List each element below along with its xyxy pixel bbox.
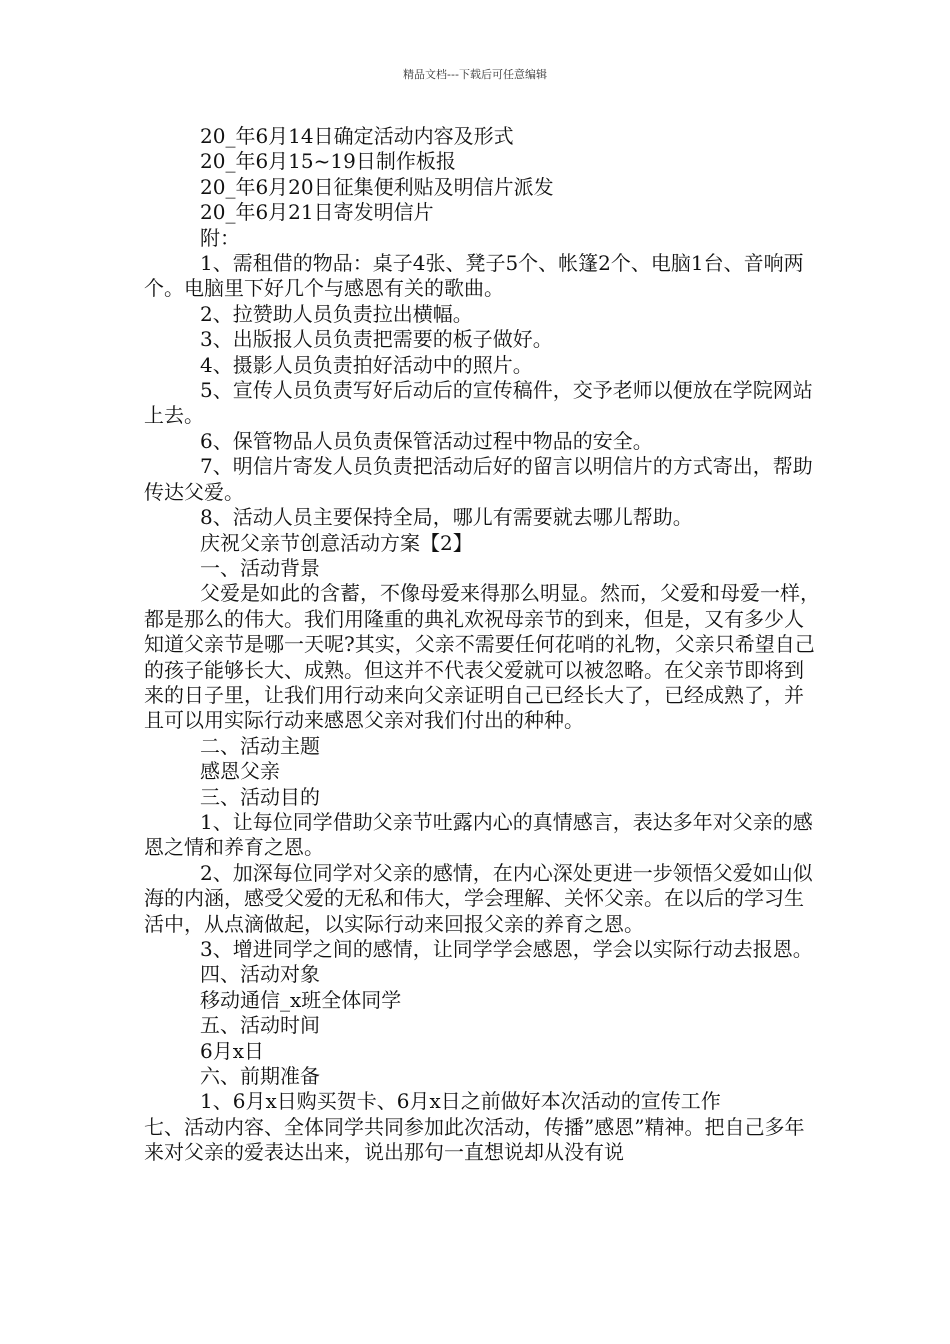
section-title: 庆祝父亲节创意活动方案【2】 [200,530,473,555]
schedule-line-4: 20_年6月21日寄发明信片 [200,200,434,225]
activity-content-paragraph: 七、活动内容、全体同学共同参加此次活动，传播”感恩”精神。把自己多年来对父亲的爱表达出来，说出那句一直想说却从没有说 [144,1114,805,1165]
heading-preparation: 六、前期准备 [200,1064,320,1089]
purpose-item-1: 1、让每位同学借助父亲节吐露内心的真情感言，表达多年对父亲的感恩之情和养育之恩。 [144,809,813,860]
purpose-item-3: 3、增进同学之间的感情，让同学学会感恩，学会以实际行动去报恩。 [200,937,813,961]
appendix-item-3: 3、出版报人员负责把需要的板子做好。 [200,327,553,352]
heading-purpose: 三、活动目的 [200,784,320,809]
page-header: 精品文档---下载后可任意编辑 [403,68,547,81]
target-text: 移动通信_x班全体同学 [200,987,402,1012]
appendix-item-4: 4、摄影人员负责拍好活动中的照片。 [200,352,533,377]
heading-target: 四、活动对象 [200,962,320,987]
appendix-item-7: 7、明信片寄发人员负责把活动后好的留言以明信片的方式寄出，帮助传达父爱。 [144,454,813,504]
appendix-item-5: 5、宣传人员负责写好后动后的宣传稿件，交予老师以便放在学院网站上去。 [144,378,813,428]
appendix-item-1: 1、需租借的物品：桌子4张、凳子5个、帐篷2个、电脑1台、音响两个。电脑里下好几个与感恩有关的歌曲。 [144,251,804,301]
appendix-item-8: 8、活动人员主要保持全局，哪儿有需要就去哪儿帮助。 [200,505,693,530]
appendix-heading: 附： [200,225,240,250]
time-text: 6月x日 [200,1038,265,1063]
appendix-item-2: 2、拉赞助人员负责拉出横幅。 [200,301,473,326]
heading-background: 一、活动背景 [200,555,320,580]
purpose-item-2: 2、加深每位同学对父亲的感情，在内心深处更进一步领悟父爱如山似海的内涵，感受父爱的无私和伟大，学会理解、关怀父亲。在以后的学习生活中，从点滴做起，以实际行动来回报父亲的养育之恩。 [144,860,813,936]
schedule-line-3: 20_年6月20日征集便利贴及明信片派发 [200,174,554,199]
preparation-item-1: 1、6月x日购买贺卡、6月x日之前做好本次活动的宣传工作 [200,1089,721,1114]
heading-time: 五、活动时间 [200,1013,320,1038]
heading-theme: 二、活动主题 [200,733,320,758]
schedule-line-1: 20_年6月14日确定活动内容及形式 [200,124,514,148]
background-paragraph: 父爱是如此的含蓄，不像母爱来得那么明显。然而，父爱和母爱一样，都是那么的伟大。我们用隆重的典礼欢祝母亲节的到来，但是，又有多少人知道父亲节是哪一天呢?其实，父亲不需要任何花哨的礼物，父亲只希望自己的孩子能够长大、成熟。但这并不代表父爱就可以被忽略。在父亲节即将到来的日子里，让我们用行动来向父亲证明自己已经长大了，已经成熟了，并且可以用实际行动来感恩父亲对我们付出的种种。 [144,581,820,733]
appendix-item-6: 6、保管物品人员负责保管活动过程中物品的安全。 [200,428,653,453]
theme-text: 感恩父亲 [200,759,280,784]
schedule-line-2: 20_年6月15~19日制作板报 [200,149,456,174]
document-body [144,124,820,1166]
